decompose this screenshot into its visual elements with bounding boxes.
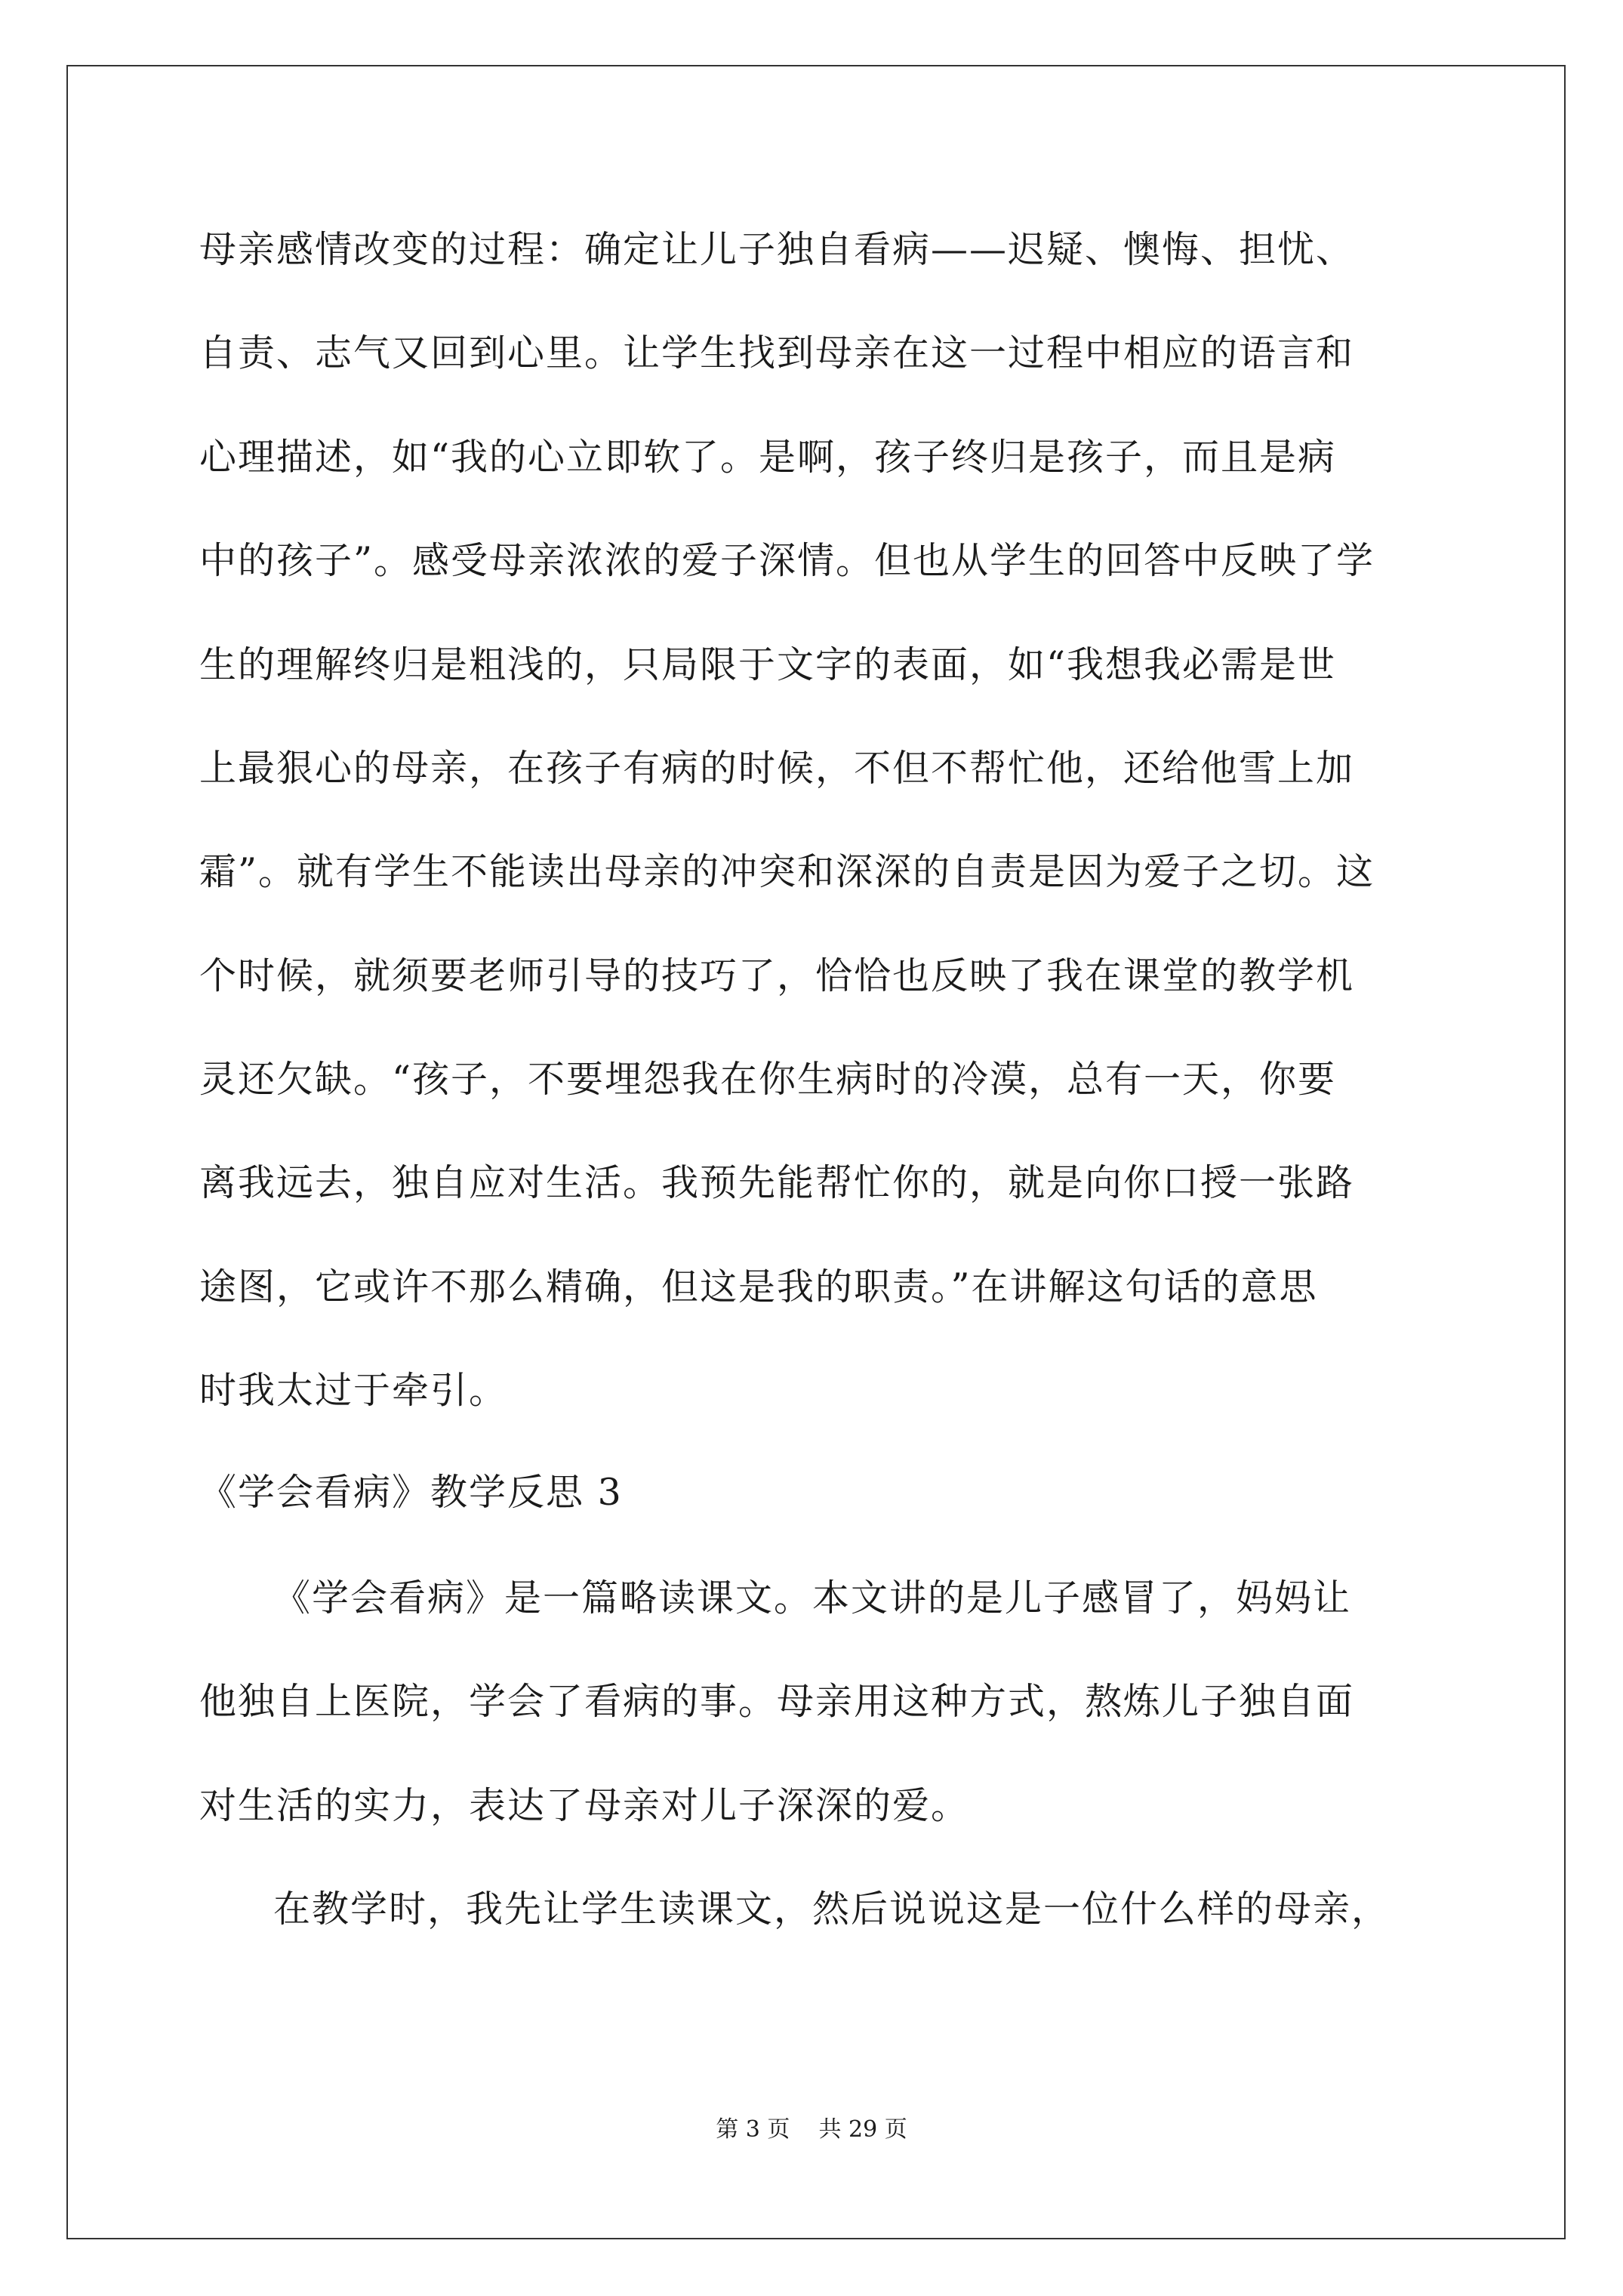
body-text-line: 霜”。就有学生不能读出母亲的冲突和深深的自责是因为爱子之切。这 <box>199 850 1375 893</box>
body-text-line: 生的理解终归是粗浅的，只局限于文字的表面，如“我想我必需是世 <box>199 643 1337 686</box>
paragraph-line: 《学会看病》是一篇略读课文。本文讲的是儿子感冒了，妈妈让 <box>273 1576 1352 1620</box>
body-text-line: 灵还欠缺。“孩子，不要埋怨我在你生病时的冷漠，总有一天，你要 <box>199 1058 1337 1101</box>
body-text-line: 离我远去，独自应对生活。我预先能帮忙你的，就是向你口授一张路 <box>199 1161 1355 1204</box>
body-text-line: 时我太过于牵引。 <box>199 1369 508 1412</box>
paragraph-line: 在教学时，我先让学生读课文，然后说说这是一位什么样的母亲， <box>273 1888 1390 1931</box>
body-text-line: 心理描述，如“我的心立即软了。是啊，孩子终归是孩子，而且是病 <box>199 436 1337 479</box>
body-text-line: 母亲感情改变的过程：确定让儿子独自看病——迟疑、懊悔、担忧、 <box>199 228 1355 271</box>
body-text-line: 自责、志气又回到心里。让学生找到母亲在这一过程中相应的语言和 <box>199 331 1355 374</box>
page-number-footer: 第 3 页 共 29 页 <box>716 2116 907 2143</box>
paragraph-line: 他独自上医院，学会了看病的事。母亲用这种方式，熬炼儿子独自面 <box>199 1680 1355 1723</box>
body-text-line: 中的孩子”。感受母亲浓浓的爱子深情。但也从学生的回答中反映了学 <box>199 539 1375 582</box>
body-text-line: 途图，它或许不那么精确，但这是我的职责。”在讲解这句话的意思 <box>199 1265 1318 1308</box>
section-heading: 《学会看病》教学反思 3 <box>199 1471 623 1514</box>
body-text-line: 个时候，就须要老师引导的技巧了，恰恰也反映了我在课堂的教学机 <box>199 954 1355 997</box>
body-text-line: 上最狠心的母亲，在孩子有病的时候，不但不帮忙他，还给他雪上加 <box>199 747 1355 790</box>
paragraph-line: 对生活的实力，表达了母亲对儿子深深的爱。 <box>199 1784 970 1827</box>
